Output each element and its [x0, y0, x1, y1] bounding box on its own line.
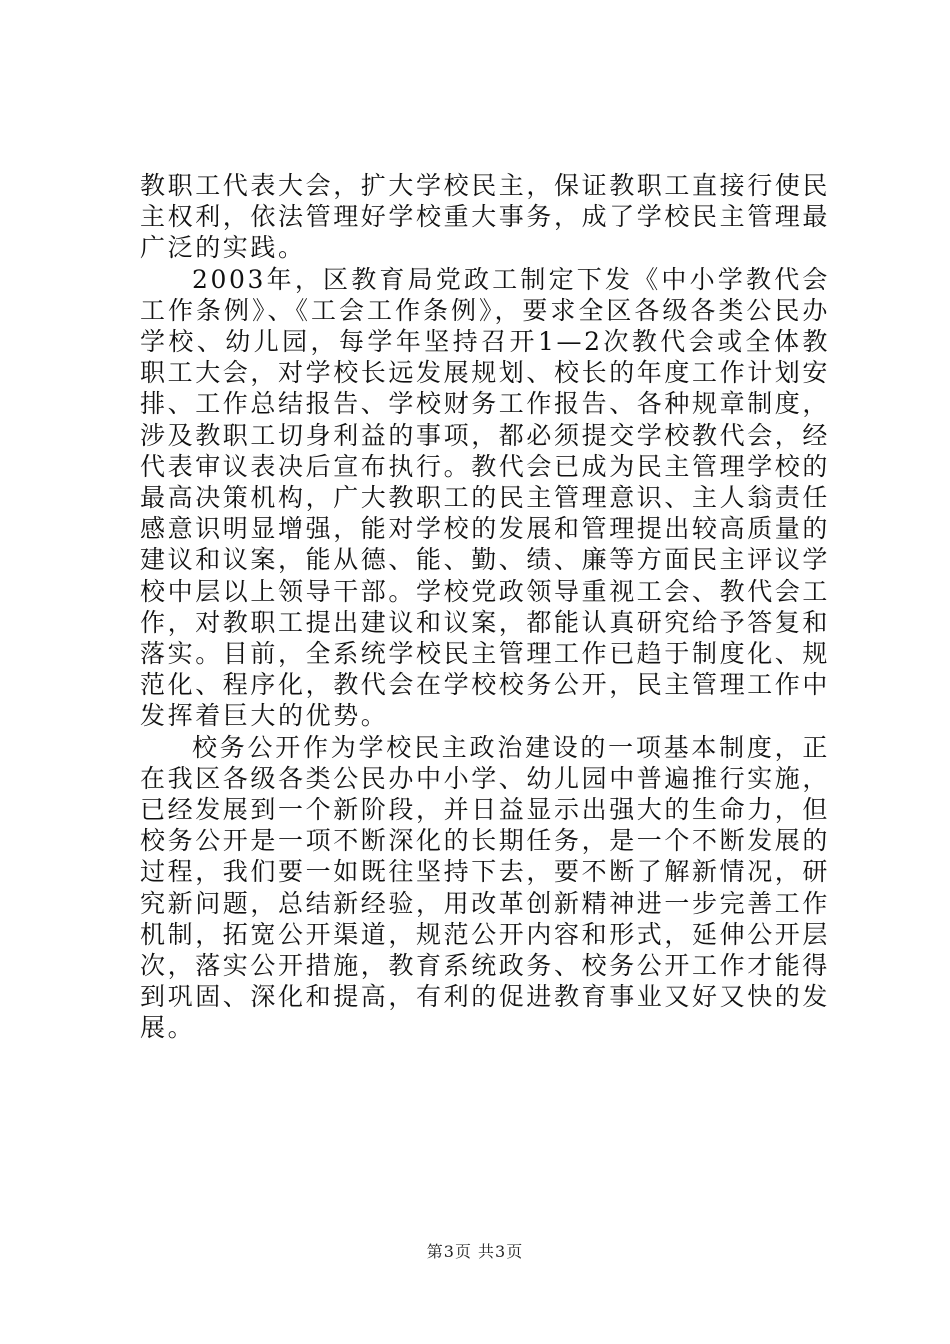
document-body	[140, 170, 830, 1044]
paragraph-continued: 教职工代表大会，扩大学校民主，保证教职工直接行使民主权利，依法管理好学校重大事务，成了学校民主管理最广泛的实践。	[140, 171, 831, 263]
paragraph-teachers-congress: 2003年，区教育局党政工制定下发《中小学教代会工作条例》、《工会工作条例》，要求全区各级各类公民办学校、幼儿园，每学年坚持召开1—2次教代会或全体教职工大会，对学校长远发展规划、校长的年度工作计划安排、工作总结报告、学校财务工作报告、各种规章制度，涉及教职工切身利益的事项，都必须提交学校教代会，经代表审议表决后宣布执行。教代会已成为民主管理学校的最高决策机构，广大教职工的民主管理意识、主人翁责任感意识明显增强，能对学校的发展和管理提出较高质量的建议和议案，能从德、能、勤、绩、廉等方面民主评议学校中层以上领导干部。学校党政领导重视工会、教代会工作，对教职工提出建议和议案，都能认真研究给予答复和落实。目前，全系统学校民主管理工作已趋于制度化、规范化、程序化，教代会在学校校务公开，民主管理工作中发挥着巨大的优势。	[140, 264, 831, 731]
page-number-footer: 第3页 共3页	[426, 1242, 524, 1261]
paragraph-school-affairs-openness: 校务公开作为学校民主政治建设的一项基本制度，正在我区各级各类公民办中小学、幼儿园中普遍推行实施，已经发展到一个新阶段，并日益显示出强大的生命力，但校务公开是一项不断深化的长期任务，是一个不断发展的过程，我们要一如既往坚持下去，要不断了解新情况，研究新问题，总结新经验，用改革创新精神进一步完善工作机制，拓宽公开渠道，规范公开内容和形式，延伸公开层次，落实公开措施，教育系统政务、校务公开工作才能得到巩固、深化和提高，有利的促进教育事业又好又快的发展。	[140, 732, 831, 1043]
